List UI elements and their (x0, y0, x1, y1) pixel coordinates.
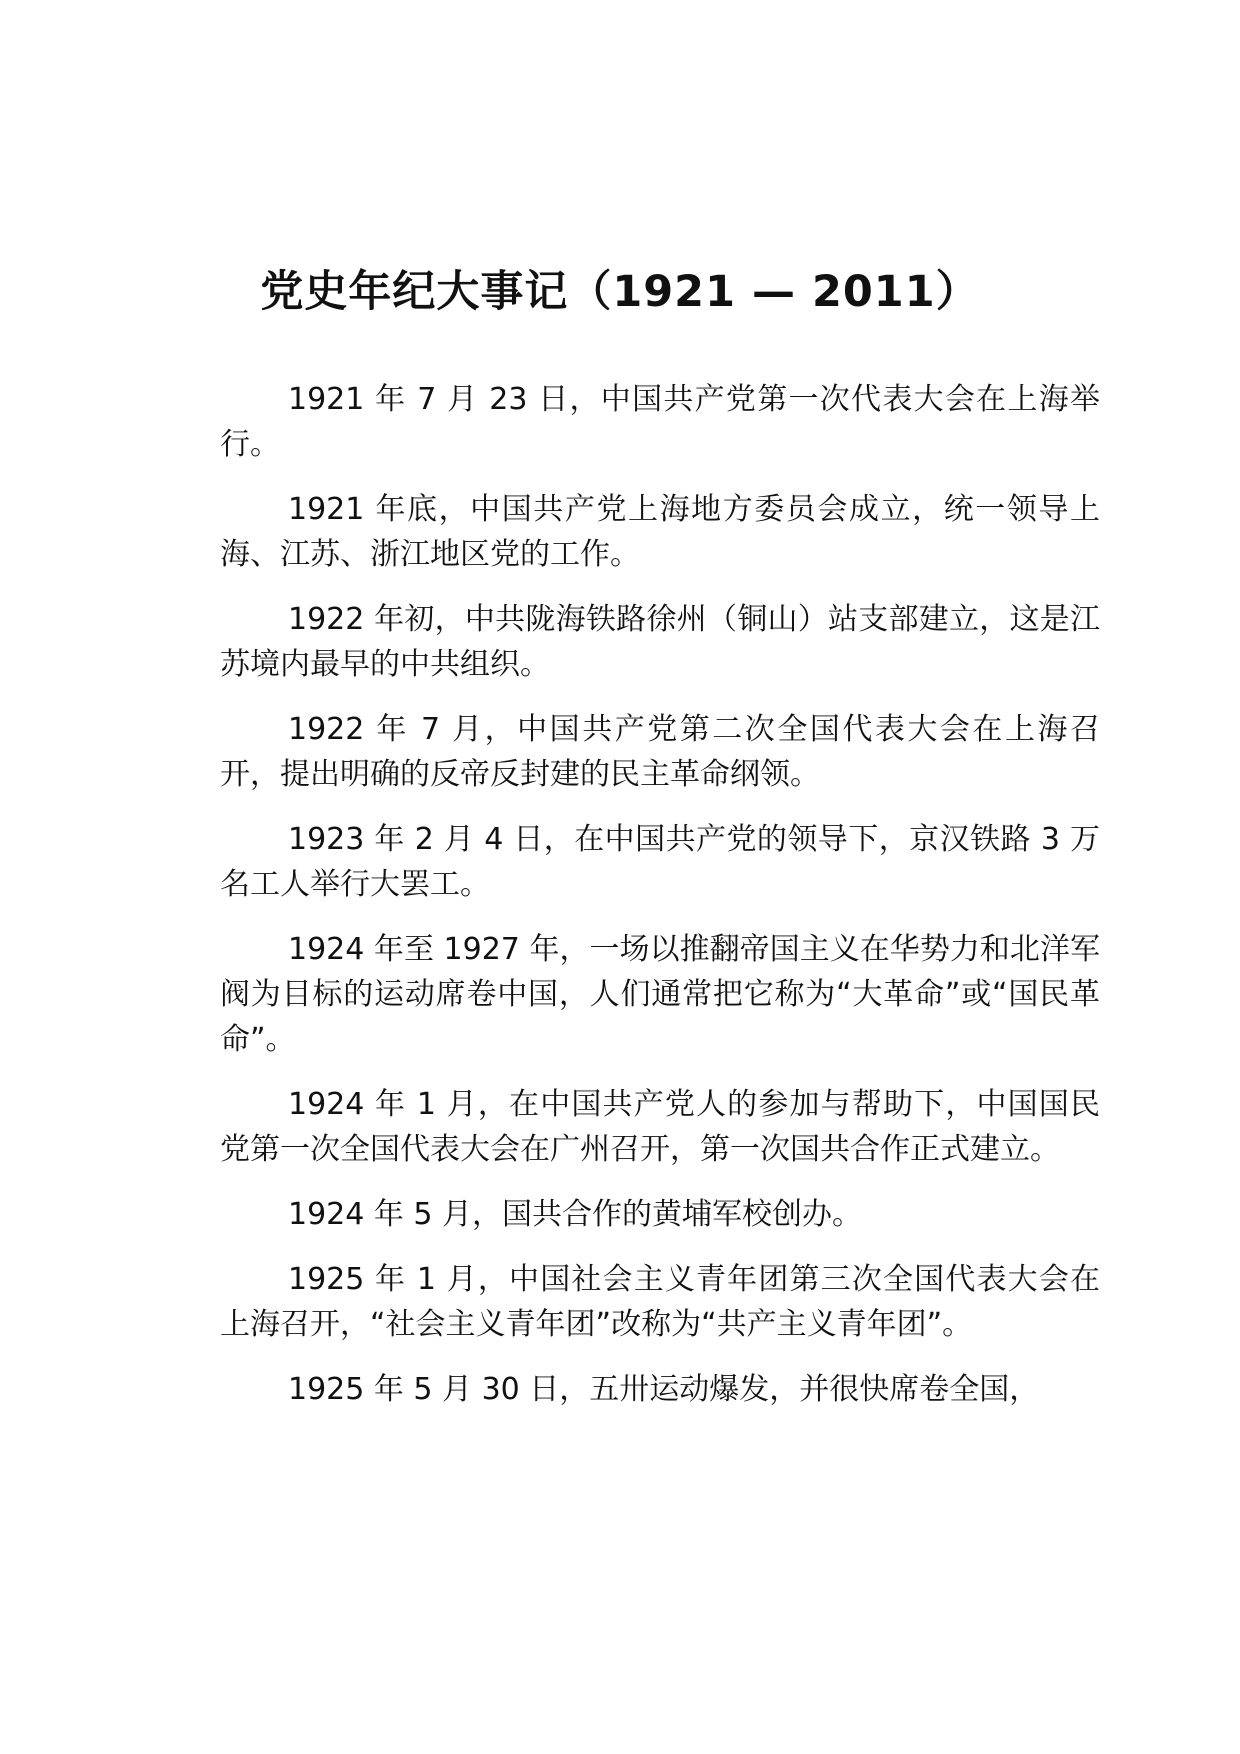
event-entry: 1921 年 7 月 23 日，中国共产党第一次代表大会在上海举行。 (220, 382, 1100, 462)
event-entry: 1922 年 7 月，中国共产党第二次全国代表大会在上海召开，提出明确的反帝反封建的民主革命纲领。 (220, 712, 1100, 792)
event-entry: 1924 年至 1927 年，一场以推翻帝国主义在华势力和北洋军阀为目标的运动席卷中国，人们通常把它称为“大革命”或“国民革命”。 (220, 932, 1100, 1057)
event-entry: 1923 年 2 月 4 日，在中国共产党的领导下，京汉铁路 3 万名工人举行大罢工。 (220, 822, 1100, 902)
event-entry: 1925 年 1 月，中国社会主义青年团第三次全国代表大会在上海召开，“社会主义青年团”改称为“共产主义青年团”。 (220, 1262, 1100, 1342)
event-list (220, 377, 1100, 1432)
event-entry: 1924 年 1 月，在中国共产党人的参加与帮助下，中国国民党第一次全国代表大会在广州召开，第一次国共合作正式建立。 (220, 1087, 1100, 1167)
event-entry: 1922 年初，中共陇海铁路徐州（铜山）站支部建立，这是江苏境内最早的中共组织。 (220, 602, 1100, 682)
event-entry: 1924 年 5 月，国共合作的黄埔军校创办。 (288, 1197, 863, 1232)
event-entry: 1921 年底，中国共产党上海地方委员会成立，统一领导上海、江苏、浙江地区党的工作。 (220, 492, 1100, 572)
event-entry: 1925 年 5 月 30 日，五卅运动爆发，并很快席卷全国， (288, 1372, 1040, 1407)
page-title: 党史年纪大事记（1921 — 2011） (260, 267, 980, 317)
